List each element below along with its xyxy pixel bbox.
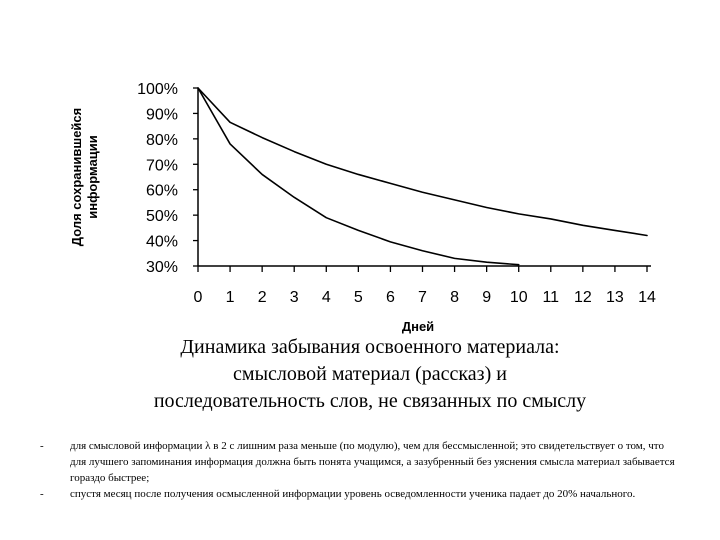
y-axis-title [69, 108, 100, 246]
series-line-2 [198, 88, 519, 265]
x-tick-label: 0 [193, 289, 203, 306]
y-tick-label: 50% [145, 208, 178, 226]
x-tick-label: 9 [482, 289, 492, 306]
caption-line-1: Динамика забывания освоенного материала: [180, 336, 560, 358]
y-tick-label: 100% [137, 81, 178, 98]
x-tick-label: 1 [225, 289, 235, 306]
x-tick-label: 10 [509, 289, 528, 306]
note-item [40, 438, 680, 486]
x-tick-label: 6 [385, 289, 395, 306]
y-tick-label: 60% [145, 182, 178, 200]
y-tick-label: 90% [145, 106, 178, 124]
y-axis-title-line1: Доля сохранившейся [69, 107, 84, 247]
x-tick-label: 4 [321, 289, 331, 306]
note-text: спустя месяц после получения осмысленной информации уровень осведомленности ученика падает до 20% начального. [70, 488, 636, 500]
x-tick-label: 8 [450, 289, 460, 306]
x-tick-label: 2 [257, 289, 267, 306]
figure-caption [90, 334, 650, 415]
y-tick-label: 30% [145, 259, 178, 276]
x-tick-label: 3 [289, 289, 299, 306]
y-tick-label: 70% [145, 157, 178, 175]
x-tick-label: 11 [542, 289, 560, 306]
y-tick-label: 40% [145, 233, 178, 251]
note-text: для смысловой информации λ в 2 с лишним раза меньше (по модулю), чем для бессмысленной; это свидетельствует о том, что для лучшего запоминания информация должна быть понята учащимся, а зазубренный без уяснения смысла материал забывается гораздо быстрее; [70, 440, 675, 484]
x-tick-label: 14 [638, 289, 656, 306]
caption-line-2: смысловой материал (рассказ) и [233, 363, 507, 385]
caption-line-3: последовательность слов, не связанных по смыслу [153, 390, 587, 412]
x-axis-title: Дней [401, 319, 435, 334]
note-dash: - [40, 488, 44, 500]
x-tick-label: 13 [606, 289, 624, 306]
x-ticks [194, 266, 656, 306]
y-ticks [137, 81, 198, 276]
x-tick-label: 7 [418, 289, 427, 306]
series-layer [198, 88, 647, 265]
x-tick-label: 5 [353, 289, 363, 306]
note-item [40, 486, 680, 502]
series-line-1 [198, 88, 647, 235]
y-tick-label: 80% [145, 131, 178, 149]
note-dash: - [40, 440, 44, 452]
y-axis-title-line2: информации [85, 135, 100, 219]
notes [40, 438, 680, 502]
x-tick-label: 12 [573, 289, 592, 306]
